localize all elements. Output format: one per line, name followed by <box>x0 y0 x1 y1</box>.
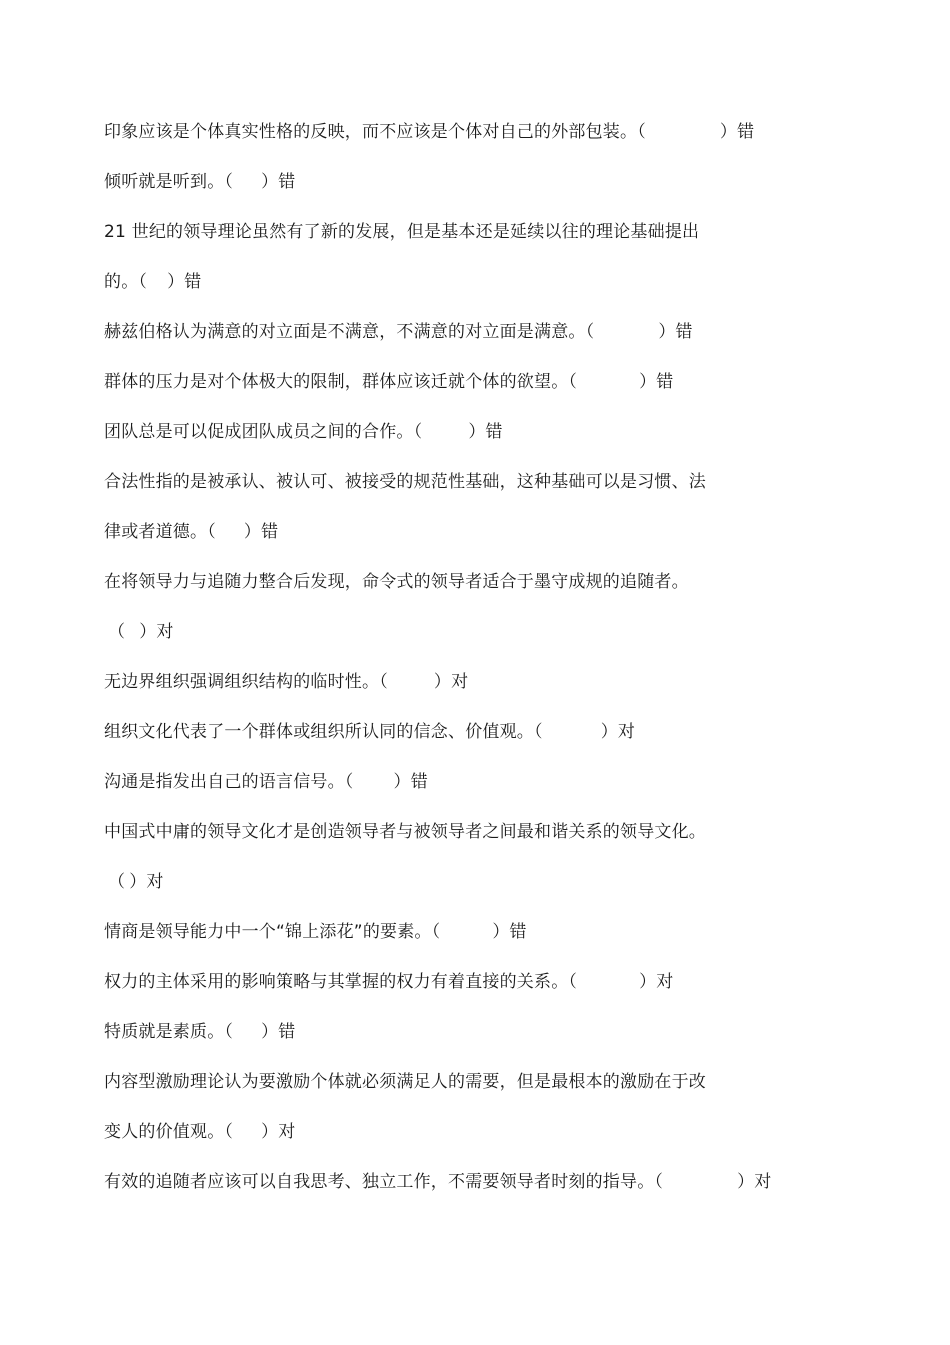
statement-text: （ <box>108 872 126 892</box>
answer-text: ）错 <box>719 122 755 142</box>
text-line <box>104 320 693 344</box>
text-line <box>104 670 468 694</box>
text-line <box>104 820 706 844</box>
text-line <box>104 120 754 144</box>
text-line <box>104 1170 772 1194</box>
statement-text: 沟通是指发出自己的语言信号。（ <box>104 772 354 792</box>
statement-text: 合法性指的是被承认、被认可、被接受的规范性基础，这种基础可以是习惯、法 <box>104 472 706 492</box>
statement-text: 21 世纪的领导理论虽然有了新的发展，但是基本还是延续以往的理论基础提出 <box>104 222 700 242</box>
statement-text: 的。（ <box>104 272 148 292</box>
text-line <box>104 920 527 944</box>
text-line <box>104 270 202 294</box>
text-line <box>104 1020 296 1044</box>
text-line <box>108 870 164 894</box>
answer-text: ）错 <box>639 372 674 392</box>
answer-text: ）错 <box>261 172 296 192</box>
statement-text: 内容型激励理论认为要激励个体就必须满足人的需要，但是最根本的激励在于改 <box>104 1072 706 1092</box>
answer-text: ）对 <box>129 872 164 892</box>
statement-text: 倾听就是听到。（ <box>104 172 234 192</box>
answer-text: ）错 <box>261 1022 296 1042</box>
statement-text: 变人的价值观。（ <box>104 1122 234 1142</box>
text-line <box>104 970 674 994</box>
answer-text: ）错 <box>492 922 527 942</box>
answer-text: ）对 <box>737 1172 772 1192</box>
statement-text: 印象应该是个体真实性格的反映，而不应该是个体对自己的外部包装。（ <box>104 122 646 142</box>
statement-text: 群体的压力是对个体极大的限制，群体应该迁就个体的欲望。（ <box>104 372 578 392</box>
text-line <box>104 470 706 494</box>
statement-text: 中国式中庸的领导文化才是创造领导者与被领导者之间最和谐关系的领导文化。 <box>104 822 706 842</box>
text-line <box>104 520 278 544</box>
text-line <box>104 420 503 444</box>
text-line <box>104 770 428 794</box>
answer-text: ）对 <box>639 972 674 992</box>
answer-text: ）错 <box>243 522 279 542</box>
answer-text: ）对 <box>433 672 469 692</box>
statement-text: 在将领导力与追随力整合后发现，命令式的领导者适合于墨守成规的追随者。 <box>104 572 689 592</box>
text-line <box>104 220 699 244</box>
answer-text: ）对 <box>600 722 636 742</box>
answer-text: ）对 <box>139 622 174 642</box>
statement-text: 团队总是可以促成团队成员之间的合作。（ <box>104 422 423 442</box>
text-line <box>104 720 635 744</box>
text-line <box>108 620 174 644</box>
statement-text: 律或者道德。（ <box>104 522 216 542</box>
statement-text: 无边界组织强调组织结构的临时性。（ <box>104 672 388 692</box>
answer-text: ）错 <box>658 322 693 342</box>
answer-text: ）错 <box>167 272 202 292</box>
statement-text: 有效的追随者应该可以自我思考、独立工作，不需要领导者时刻的指导。（ <box>104 1172 664 1192</box>
statement-text: 权力的主体采用的影响策略与其掌握的权力有着直接的关系。（ <box>104 972 578 992</box>
text-line <box>104 1070 706 1094</box>
statement-text: 赫兹伯格认为满意的对立面是不满意，不满意的对立面是满意。（ <box>104 322 595 342</box>
answer-text: ）错 <box>393 772 428 792</box>
answer-text: ）对 <box>261 1122 296 1142</box>
statement-text: （ <box>108 622 126 642</box>
text-line <box>104 1120 296 1144</box>
text-line <box>104 370 674 394</box>
text-line <box>104 170 296 194</box>
text-line <box>104 570 689 594</box>
answer-text: ）错 <box>468 422 503 442</box>
statement-text: 情商是领导能力中一个“锦上添花”的要素。（ <box>104 922 441 942</box>
statement-text: 组织文化代表了一个群体或组织所认同的信念、价值观。（ <box>104 722 543 742</box>
statement-text: 特质就是素质。（ <box>104 1022 234 1042</box>
